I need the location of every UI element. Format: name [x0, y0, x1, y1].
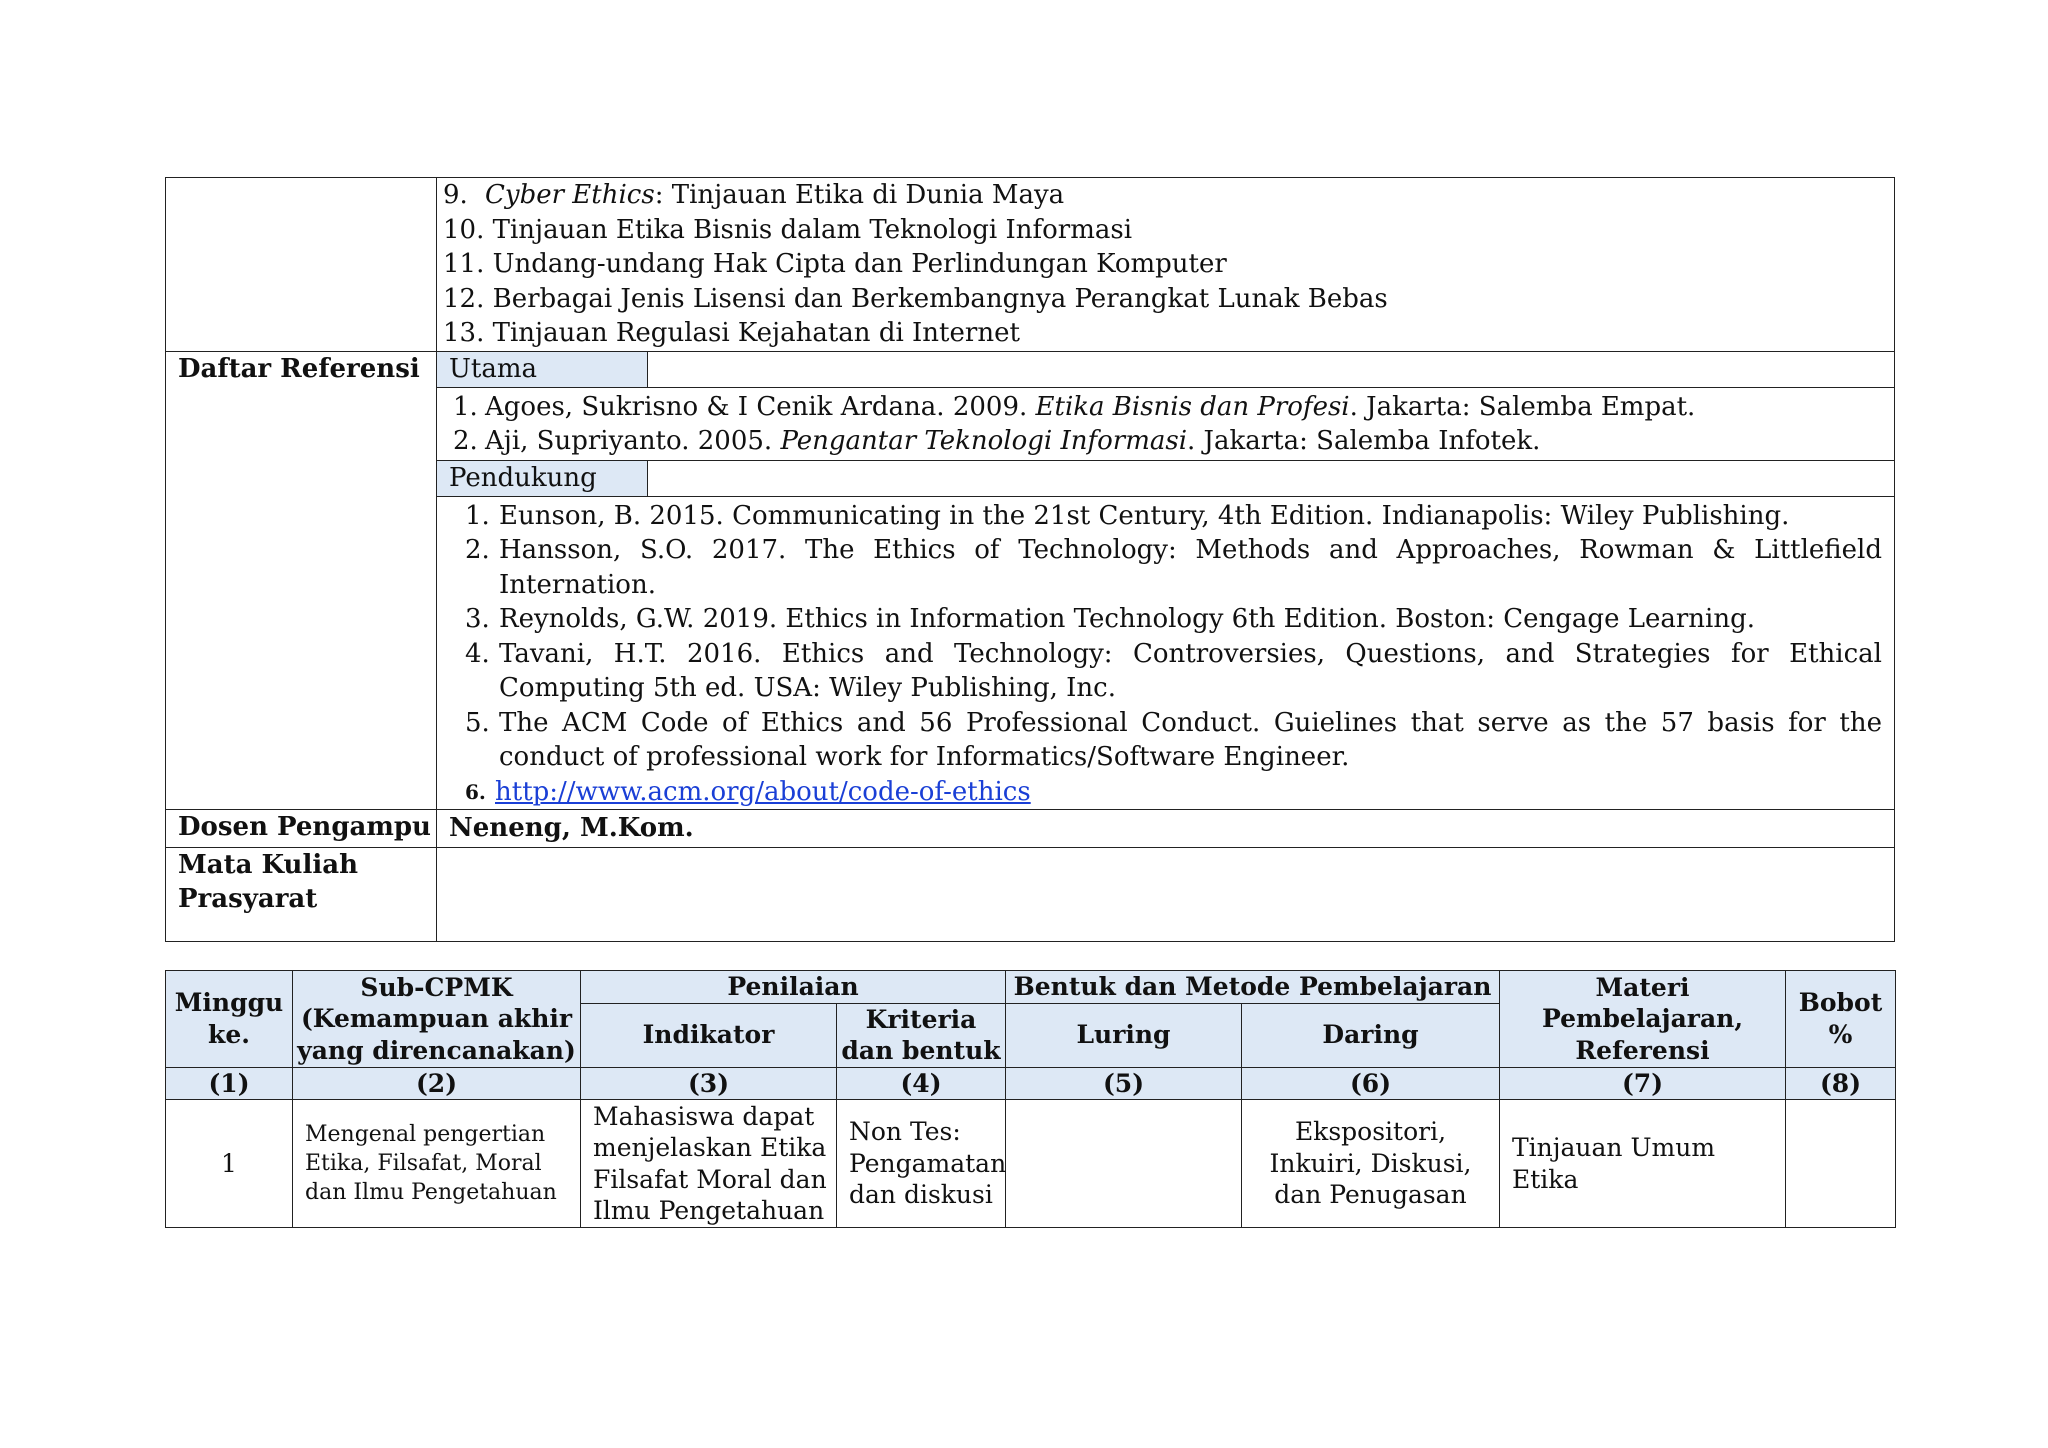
- list-item: 1. Eunson, B. 2015. Communicating in the 21st Century, 4th Edition. Indianapolis: Wiley Publishing.: [465, 500, 1790, 531]
- list-item: 11. Undang-undang Hak Cipta dan Perlindungan Komputer: [443, 249, 1227, 279]
- material-cell: Tinjauan Umum Etika: [1500, 1100, 1786, 1228]
- column-number-row: [166, 1067, 1896, 1100]
- week-cell: 1: [166, 1100, 293, 1228]
- support-references-list: [437, 497, 1894, 810]
- indicator-header: Indikator: [581, 1003, 837, 1067]
- topics-row: [166, 178, 1895, 352]
- list-item: 5. The ACM Code of Ethics and 56 Professional Conduct. Guielines that serve as the 57 basis for the conduct of professional work for Informatics/Software Engineer.: [465, 707, 1882, 772]
- table-row: [166, 1100, 1896, 1228]
- subcpmk-header: Sub-CPMK (Kemampuan akhir yang direncanakan): [293, 971, 581, 1068]
- indicator-cell: Mahasiswa dapat menjelaskan Etika Filsafat Moral dan Ilmu Pengetahuan: [581, 1100, 837, 1228]
- list-item: 1. Agoes, Sukrisno & I Cenik Ardana. 2009. Etika Bisnis dan Profesi. Jakarta: Salemba Empat.: [453, 391, 1696, 422]
- column-number: (1): [166, 1067, 293, 1100]
- list-item: 9. Cyber Ethics: Tinjauan Etika di Dunia Maya: [443, 180, 1065, 210]
- subcpmk-cell: Mengenal pengertian Etika, Filsafat, Moral dan Ilmu Pengetahuan: [293, 1100, 581, 1228]
- prerequisite-label: Mata Kuliah Prasyarat: [166, 847, 437, 941]
- column-number: (3): [581, 1067, 837, 1100]
- method-header: Bentuk dan Metode Pembelajaran: [1006, 971, 1500, 1004]
- lecturer-name: Neneng, M.Kom.: [437, 810, 1895, 848]
- list-item: 2. Aji, Supriyanto. 2005. Pengantar Teknologi Informasi. Jakarta: Salemba Infotek.: [453, 426, 1541, 456]
- online-cell: Ekspositori, Inkuiri, Diskusi, dan Penugasan: [1242, 1100, 1500, 1228]
- support-references-heading: Pendukung: [437, 461, 648, 496]
- column-number: (6): [1242, 1067, 1500, 1100]
- week-header: Minggu ke.: [166, 971, 293, 1068]
- lecturer-row: [166, 810, 1895, 848]
- references-label: Daftar Referensi: [166, 351, 437, 810]
- main-references-list: [437, 388, 1894, 461]
- weight-cell: [1786, 1100, 1896, 1228]
- list-item: 13. Tinjauan Regulasi Kejahatan di Internet: [443, 318, 1020, 348]
- assessment-header: Penilaian: [581, 971, 1006, 1004]
- course-info-table: [165, 177, 1895, 942]
- lecturer-label: Dosen Pengampu: [166, 810, 437, 848]
- list-item: 2. Hansson, S.O. 2017. The Ethics of Technology: Methods and Approaches, Rowman & Littlefield Internation.: [465, 535, 1882, 600]
- column-number: (7): [1500, 1067, 1786, 1100]
- topics-cell: [437, 178, 1895, 352]
- references-cell: [437, 351, 1895, 810]
- criteria-header: Kriteria dan bentuk: [837, 1003, 1006, 1067]
- column-number: (4): [837, 1067, 1006, 1100]
- main-references-heading: Utama: [437, 352, 648, 387]
- list-item: 10. Tinjauan Etika Bisnis dalam Teknologi Informasi: [443, 214, 1133, 245]
- learning-plan-table: [165, 970, 1896, 1228]
- column-number: (2): [293, 1067, 581, 1100]
- column-number: (5): [1006, 1067, 1242, 1100]
- column-number: (8): [1786, 1067, 1896, 1100]
- criteria-cell: Non Tes: Pengamatan dan diskusi: [837, 1100, 1006, 1228]
- list-item: 12. Berbagai Jenis Lisensi dan Berkembangnya Perangkat Lunak Bebas: [443, 283, 1388, 314]
- topics-label-cell: [166, 178, 437, 352]
- list-item: 4. Tavani, H.T. 2016. Ethics and Technology: Controversies, Questions, and Strategies for Ethical Computing 5th ed. USA: Wiley Publishing, Inc.: [465, 638, 1882, 703]
- weight-header: Bobot %: [1786, 971, 1896, 1068]
- list-item: 6. http://www.acm.org/about/code-of-ethics: [465, 776, 1031, 807]
- acm-code-link[interactable]: http://www.acm.org/about/code-of-ethics: [495, 776, 1031, 807]
- prerequisite-row: [166, 847, 1895, 941]
- offline-header: Luring: [1006, 1003, 1242, 1067]
- prerequisite-value: [437, 847, 1895, 941]
- topic-list: [437, 178, 1894, 351]
- offline-cell: [1006, 1100, 1242, 1228]
- list-item: 3. Reynolds, G.W. 2019. Ethics in Information Technology 6th Edition. Boston: Cengage Learning.: [465, 604, 1756, 634]
- online-header: Daring: [1242, 1003, 1500, 1067]
- material-header: Materi Pembelajaran, Referensi: [1500, 971, 1786, 1068]
- references-row: [166, 351, 1895, 810]
